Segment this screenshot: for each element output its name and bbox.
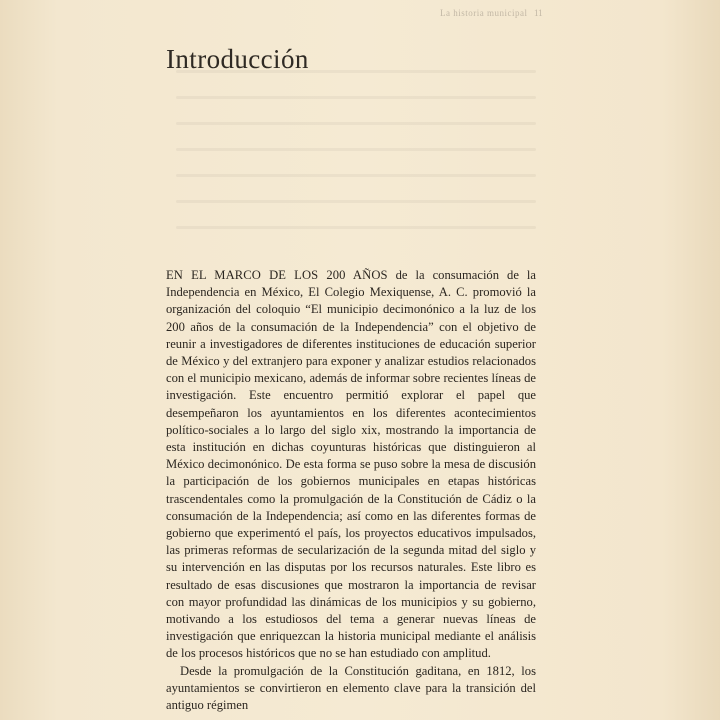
show-through-line	[176, 96, 536, 99]
body-text	[166, 267, 536, 714]
show-through-line	[176, 148, 536, 151]
show-through-line	[176, 226, 536, 229]
paragraph-2: Desde la promulgación de la Constitución gaditana, en 1812, los ayuntamientos se convirtieron en elemento clave para la transición del antiguo régimen	[166, 663, 536, 713]
show-through-line	[176, 200, 536, 203]
show-through-line	[176, 122, 536, 125]
chapter-title: Introducción	[166, 44, 309, 74]
paragraph-lead-caps: EN EL MARCO DE LOS 200 AÑOS	[166, 268, 388, 282]
running-head: La historia municipal	[440, 8, 528, 18]
show-through-line	[176, 174, 536, 177]
paragraph-1	[166, 267, 536, 663]
page-number: 11	[534, 8, 543, 18]
paragraph-1-text: de la consumación de la Independencia en México, El Colegio Mexiquense, A. C. promovió la organización del coloquio “El municipio decimonónico a la luz de los 200 años de la consumación de la Independencia” con el objetivo de reunir a investigadores de diferentes instituciones de educación superior de México y del extranjero para exponer y analizar estudios relacionados con el municipio mexicano, además de informar sobre recientes líneas de investigación. Este encuentro permitió explorar el papel que desempeñaron los ayuntamientos en los diferentes acontecimientos político-sociales a lo largo del siglo xix, mostrando la importancia de esta institución en dichas coyunturas históricas que distinguieron al México decimonónico. De esta forma se puso sobre la mesa de discusión la participación de los gobiernos municipales en etapas históricas trascendentales como la promulgación de la Constitución de Cádiz o la consumación de la Independencia; así como en las diferentes formas de gobierno que experimentó el país, los proyectos educativos impulsados, las primeras reformas de secularización de la segunda mitad del siglo y su intervención en las disputas por los recursos naturales. Este libro es resultado de esas discusiones que mostraron la importancia de revisar con mayor profundidad las dinámicas de los municipios y su gobierno, motivando a los estudiosos del tema a generar nuevas líneas de investigación que enriquezcan la historia municipal mediante el análisis de los procesos históricos que no se han estudiado con amplitud.	[166, 268, 536, 661]
